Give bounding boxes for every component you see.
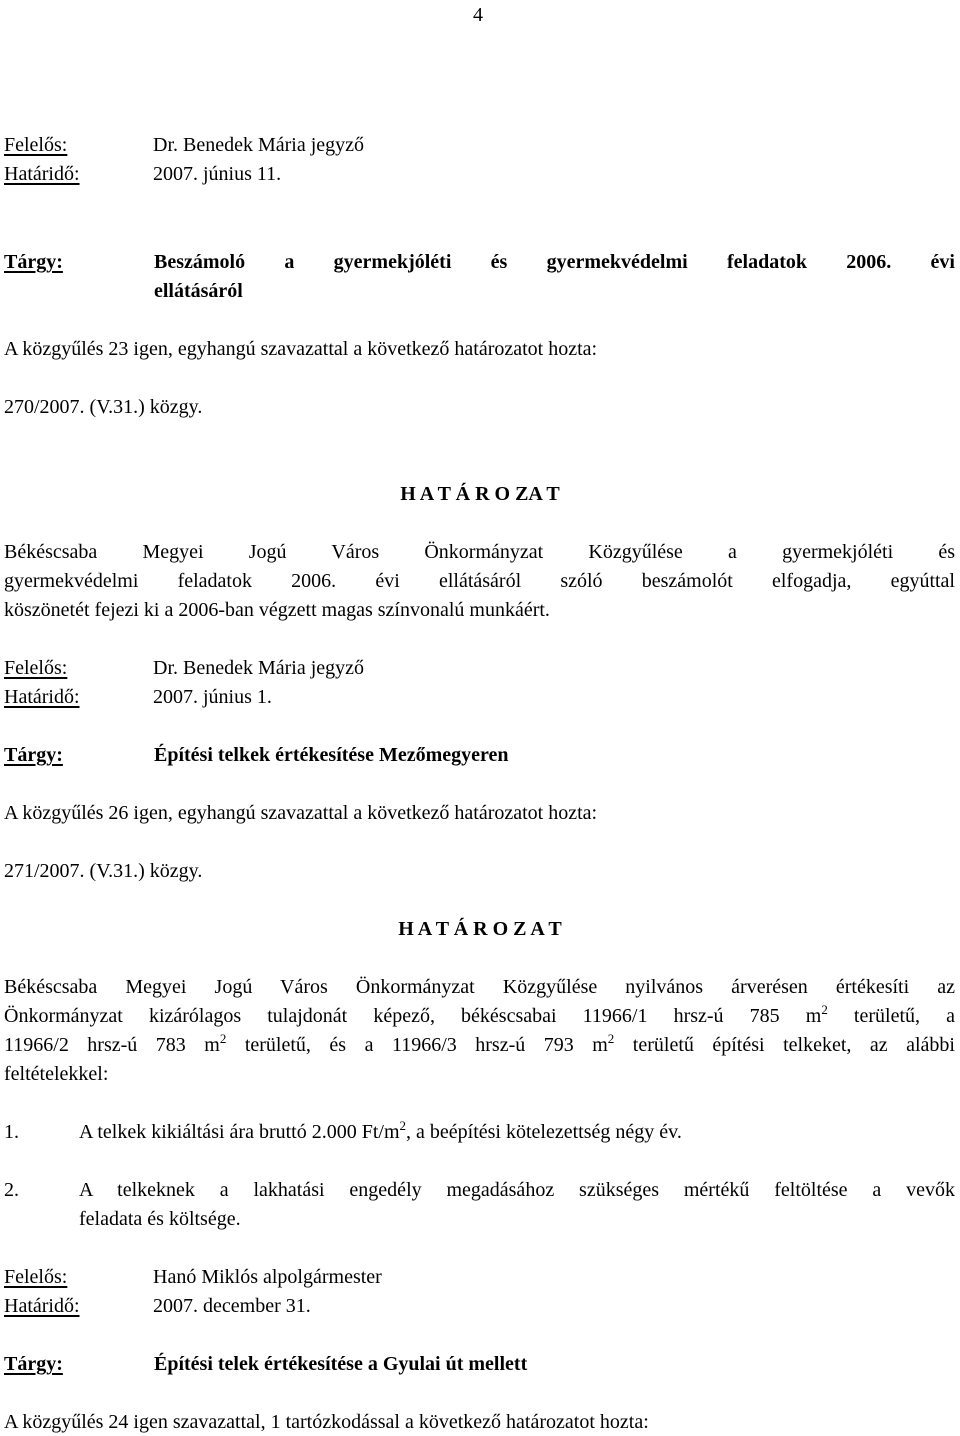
superscript: 2 (399, 1118, 407, 1133)
hatarido-value: 2007. június 1. (153, 686, 272, 708)
targy-text: Építési telkek értékesítése Mezőmegyeren (154, 744, 509, 766)
vote-statement: A közgyűlés 24 igen szavazattal, 1 tartózkodással a következő határozatot hozta: (4, 1411, 649, 1433)
resolution-body-line: Békéscsaba Megyei Jogú Város Önkormányzat Közgyűlése nyilvános árverésen értékesíti az (4, 976, 955, 998)
targy-label: Tárgy: (4, 744, 63, 766)
targy-text: Építési telek értékesítése a Gyulai út mellett (154, 1353, 528, 1375)
page-number: 4 (473, 4, 483, 26)
superscript: 2 (607, 1031, 615, 1046)
condition-text: A telkeknek a lakhatási engedély megadásához szükséges mértékű feltöltése a vevők (79, 1179, 955, 1201)
resolution-body-line (4, 1004, 955, 1028)
condition-number: 1. (4, 1121, 19, 1143)
body-text: 11966/2 hrsz-ú 783 m (4, 1034, 220, 1056)
vote-statement: A közgyűlés 26 igen, egyhangú szavazattal a következő határozatot hozta: (4, 802, 598, 824)
targy-text: Beszámoló a gyermekjóléti és gyermekvédelmi feladatok 2006. évi (154, 251, 955, 273)
hatarido-value: 2007. június 11. (153, 163, 282, 185)
resolution-body-line: gyermekvédelmi feladatok 2006. évi ellátásáról szóló beszámolót elfogadja, egyúttal (4, 570, 955, 592)
felelos-label: Felelős: (4, 134, 68, 156)
felelos-label: Felelős: (4, 657, 68, 679)
resolution-heading: H A T Á R O Z A T (398, 918, 562, 940)
resolution-number: 271/2007. (V.31.) közgy. (4, 860, 203, 882)
targy-label: Tárgy: (4, 1353, 63, 1375)
resolution-body-line: feltételekkel: (4, 1063, 109, 1085)
hatarido-label: Határidő: (4, 1295, 80, 1317)
felelos-value: Dr. Benedek Mária jegyző (153, 134, 365, 156)
body-text: területű építési telkeket, az alábbi (614, 1034, 955, 1056)
felelos-label: Felelős: (4, 1266, 68, 1288)
body-text: területű, és a 11966/3 hrsz-ú 793 m (226, 1034, 608, 1056)
targy-label: Tárgy: (4, 251, 63, 273)
felelos-value: Hanó Miklós alpolgármester (153, 1266, 382, 1288)
felelos-value: Dr. Benedek Mária jegyző (153, 657, 365, 679)
hatarido-label: Határidő: (4, 163, 80, 185)
body-text: területű, a (827, 1005, 955, 1027)
body-text: Önkormányzat kizárólagos tulajdonát képező, békéscsabai 11966/1 hrsz-ú 785 m (4, 1005, 822, 1027)
condition-text (79, 1120, 682, 1144)
targy-text-continued: ellátásáról (154, 280, 243, 302)
condition-number: 2. (4, 1179, 19, 1201)
body-text: A telkek kikiáltási ára bruttó 2.000 Ft/m (79, 1121, 400, 1143)
resolution-body-line: köszönetét fejezi ki a 2006-ban végzett magas színvonalú munkáért. (4, 599, 550, 621)
resolution-heading: H A T Á R O ZA T (400, 483, 560, 505)
vote-statement: A közgyűlés 23 igen, egyhangú szavazattal a következő határozatot hozta: (4, 338, 598, 360)
resolution-number: 270/2007. (V.31.) közgy. (4, 396, 203, 418)
superscript: 2 (821, 1002, 828, 1017)
condition-text-continued: feladata és költsége. (79, 1208, 241, 1230)
hatarido-label: Határidő: (4, 686, 80, 708)
resolution-body-line (4, 1033, 955, 1057)
body-text: , a beépítési kötelezettség négy év. (406, 1121, 682, 1143)
hatarido-value: 2007. december 31. (153, 1295, 311, 1317)
resolution-body-line: Békéscsaba Megyei Jogú Város Önkormányzat Közgyűlése a gyermekjóléti és (4, 541, 955, 563)
superscript: 2 (219, 1031, 227, 1046)
